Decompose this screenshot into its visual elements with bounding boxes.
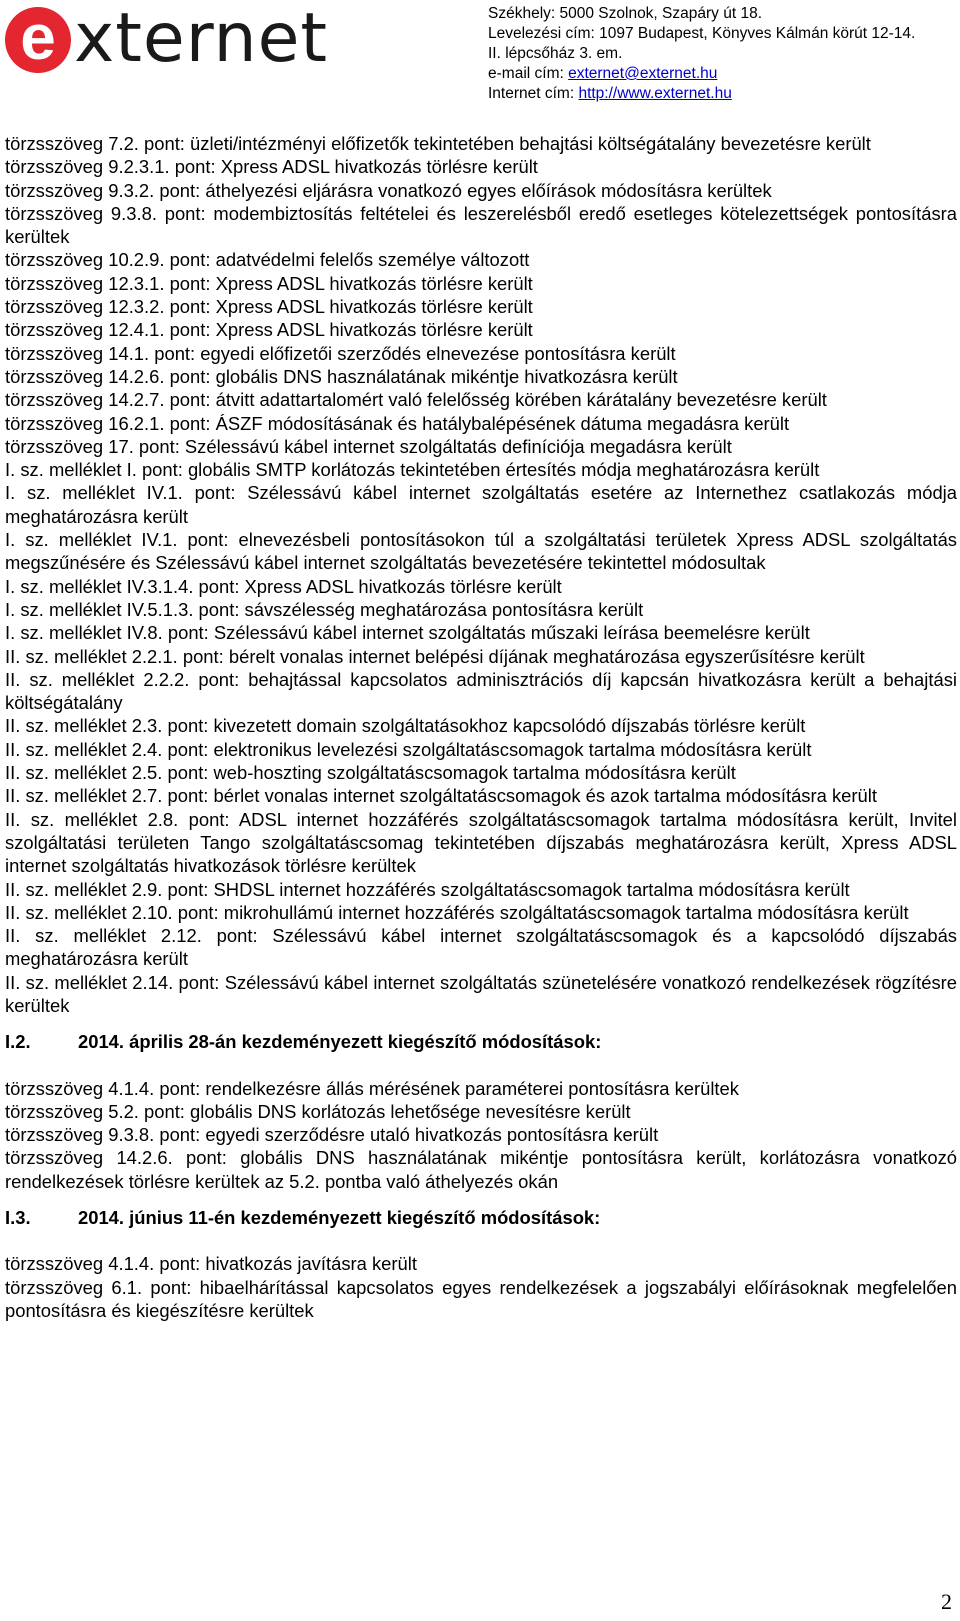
change-item: törzsszöveg 10.2.9. pont: adatvédelmi felelős személye változott [5,249,530,271]
change-item: II. sz. melléklet 2.14. pont: Szélessávú kábel internet szolgáltatás szünetelésére vonatkozó rendelkezések rögzítésre kerültek [5,971,957,1016]
header-postal-2: II. lépcsőház 3. em. [488,45,623,62]
change-item: törzsszöveg 17. pont: Szélessávú kábel internet szolgáltatás definíciója megadásra került [5,435,732,457]
change-item: II. sz. melléklet 2.7. pont: bérlet vonalas internet szolgáltatáscsomagok és azok tartalma módosításra került [5,785,877,807]
change-item: törzsszöveg 9.3.2. pont: áthelyezési eljárásra vonatkozó egyes előírások módosításra kerültek [5,179,772,201]
change-item: I. sz. melléklet IV.1. pont: Szélessávú kábel internet szolgáltatás esetére az Internethez csatlakozás módja meghatározásra került [5,482,957,527]
web-link[interactable]: http://www.externet.hu [578,85,732,102]
section-title: 2014. április 28-án kezdeményezett kiegészítő módosítások: [78,1031,602,1053]
change-item: törzsszöveg 14.2.6. pont: globális DNS használatának mikéntje pontosításra került, korlátozásra vonatkozó rendelkezések törlésre kerültek az 5.2. pontba való áthelyezés okán [5,1147,957,1192]
change-item: törzsszöveg 16.2.1. pont: ÁSZF módosításának és hatálybalépésének dátuma megadásra került [5,412,790,434]
section-title: 2014. június 11-én kezdeményezett kiegészítő módosítások: [78,1207,601,1229]
change-item: I. sz. melléklet IV.5.1.3. pont: sávszélesség meghatározása pontosításra került [5,598,644,620]
section-number: I.3. [5,1207,31,1229]
change-item: I. sz. melléklet IV.1. pont: elnevezésbeli pontosításokon túl a szolgáltatási területek Xpress ADSL szolgáltatás megszűnésére és Szélessávú kábel internet szolgáltatás bevezetésére tekintettel módosultak [5,529,957,574]
change-item: I. sz. melléklet IV.8. pont: Szélessávú kábel internet szolgáltatás műszaki leírása beemelésre került [5,622,810,644]
header-postal: Levelezési cím: 1097 Budapest, Könyves Kálmán körút 12-14. [488,25,916,42]
change-item: II. sz. melléklet 2.10. pont: mikrohullámú internet hozzáférés szolgáltatáscsomagok tartalma módosításra került [5,901,909,923]
header-contact [488,4,956,104]
change-item: II. sz. melléklet 2.12. pont: Szélessávú kábel internet szolgáltatáscsomagok és a kapcsolódó díjszabás meghatározásra került [5,925,957,970]
change-item: II. sz. melléklet 2.8. pont: ADSL internet hozzáférés szolgáltatáscsomagok tartalma módosításra került, Invitel szolgáltatási területen Tango szolgáltatáscsomag tekintetében díjszabás meghatározásra került, Xpress ADSL internet szolgáltatás hivatkozások törlésre kerültek [5,808,957,877]
email-link[interactable]: externet@externet.hu [568,65,718,82]
change-item: I. sz. melléklet IV.3.1.4. pont: Xpress ADSL hivatkozás törlésre került [5,575,562,597]
change-item: törzsszöveg 9.2.3.1. pont: Xpress ADSL hivatkozás törlésre került [5,156,538,178]
header-email-line [488,64,956,84]
section-number: I.2. [5,1031,31,1053]
logo-e-glyph: e [20,4,56,73]
web-label: Internet cím: [488,85,579,102]
change-item: törzsszöveg 4.1.4. pont: hivatkozás javításra került [5,1253,417,1275]
change-item: törzsszöveg 14.2.6. pont: globális DNS használatának mikéntje hivatkozásra került [5,365,678,387]
logo-wordmark: xternet [74,4,329,74]
change-item: II. sz. melléklet 2.4. pont: elektronikus levelezési szolgáltatáscsomagok tartalma módosításra került [5,738,812,760]
change-list-3 [5,1252,957,1322]
email-label: e-mail cím: [488,65,569,82]
change-item: törzsszöveg 12.3.2. pont: Xpress ADSL hivatkozás törlésre került [5,296,533,318]
change-item: II. sz. melléklet 2.2.1. pont: bérelt vonalas internet belépési díjának meghatározása egyszerűsítésre került [5,645,865,667]
change-item: törzsszöveg 5.2. pont: globális DNS korlátozás lehetősége nevesítésre került [5,1100,631,1122]
change-item: II. sz. melléklet 2.3. pont: kivezetett domain szolgáltatásokhoz kapcsolódó díjszabás törlésre került [5,715,806,737]
change-item: törzsszöveg 6.1. pont: hibaelhárítással kapcsolatos egyes rendelkezések a jogszabályi előírásoknak megfelelően pontosításra és kiegészítésre kerültek [5,1276,957,1321]
change-item: törzsszöveg 12.3.1. pont: Xpress ADSL hivatkozás törlésre került [5,272,533,294]
change-item: I. sz. melléklet I. pont: globális SMTP korlátozás tekintetében értesítés módja meghatározásra került [5,459,820,481]
section-heading-i2 [5,1030,957,1053]
change-item: törzsszöveg 9.3.8. pont: modembiztosítás feltételei és leszerelésből eredő esetleges kötelezettségek pontosításra kerültek [5,202,957,248]
change-item: II. sz. melléklet 2.9. pont: SHDSL internet hozzáférés szolgáltatáscsomagok tartalma módosításra került [5,878,850,900]
change-item: törzsszöveg 14.2.7. pont: átvitt adattartalomért való felelősség körében kárátalány bevezetésre került [5,389,827,411]
section-heading-i3 [5,1206,957,1229]
change-item: II. sz. melléklet 2.2.2. pont: behajtással kapcsolatos adminisztrációs díj kapcsán hivatkozásra került a behajtási költségátalány [5,668,957,714]
change-item: törzsszöveg 4.1.4. pont: rendelkezésre állás mérésének paraméterei pontosításra kerültek [5,1077,739,1099]
change-item: törzsszöveg 12.4.1. pont: Xpress ADSL hivatkozás törlésre került [5,319,533,341]
header-address: Székhely: 5000 Szolnok, Szapáry út 18. [488,5,762,22]
change-item: II. sz. melléklet 2.5. pont: web-hoszting szolgáltatáscsomagok tartalma módosításra került [5,762,736,784]
change-item: törzsszöveg 9.3.8. pont: egyedi szerződésre utaló hivatkozás pontosításra került [5,1124,659,1146]
change-item: törzsszöveg 7.2. pont: üzleti/intézményi előfizetők tekintetében behajtási költségátalány bevezetésre került [5,133,871,154]
change-list-2 [5,1077,957,1193]
document-body [5,132,957,1322]
externet-logo [4,4,374,74]
change-item: törzsszöveg 14.1. pont: egyedi előfizetői szerződés elnevezése pontosításra került [5,342,676,364]
header-web-line [488,84,956,104]
change-list-1 [5,132,957,1017]
page-number: 2 [941,1589,952,1614]
